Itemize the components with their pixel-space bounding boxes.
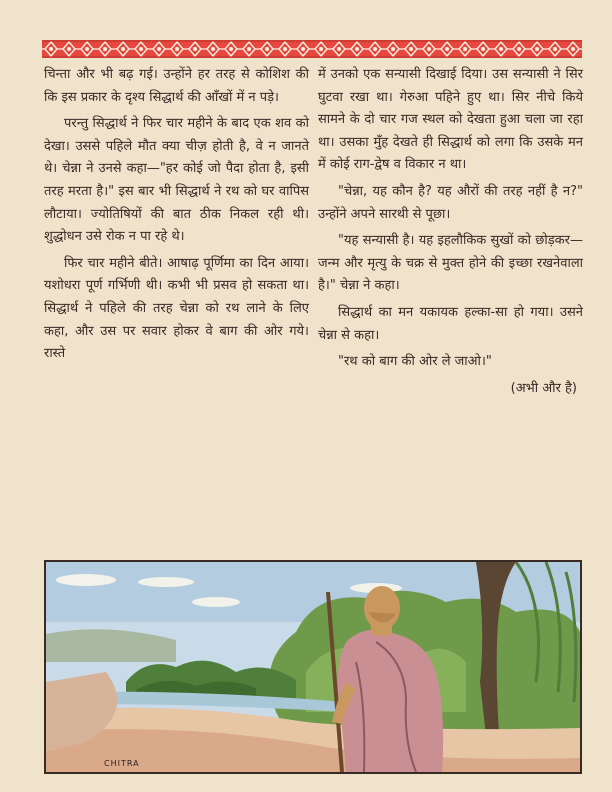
decorative-border — [42, 40, 582, 58]
paragraph: परन्तु सिद्धार्थ ने फिर चार महीने के बाद एक शव को देखा। उससे पहिले मौत क्या चीज़ होती है, वे न जानते थे। चेन्ना ने उनसे कहा—"हर कोई जो पैदा होता है, इसी तरह मरता है।" इस बार भी सिद्धार्थ ने रथ को घर वापिस लौटाया। ज्योतिषियों की बात ठीक निकल रही थी। शुद्धोधन उसे रोक न पा रहे थे। — [44, 116, 309, 245]
left-text-column — [44, 64, 309, 366]
artist-signature: CHITRA — [104, 759, 140, 768]
right-text-column — [318, 64, 583, 400]
paragraph: चिन्ता और भी बढ़ गई। उन्होंने हर तरह से कोशिश की कि इस प्रकार के दृश्य सिद्धार्थ की आँखों में न पड़े। — [44, 67, 309, 105]
monk-on-path-image — [46, 562, 580, 772]
paragraph: "रथ को बाग की ओर ले जाओ।" — [338, 354, 492, 370]
paragraph: "चेन्ना, यह कौन है? यह औरों की तरह नहीं है न?" उन्होंने अपने सारथी से पूछा। — [318, 183, 583, 222]
paragraph: सिद्धार्थ का मन यकायक हल्का-सा हो गया। उसने चेन्ना से कहा। — [318, 304, 583, 343]
paragraph: में उनको एक सन्यासी दिखाई दिया। उस सन्यासी ने सिर घुटवा रखा था। गेरुआ पहिने हुए था। सिर नीचे किये सामने के दो चार गज स्थल को देखता हुआ चला जा रहा था। उसका मुँह देखते ही सिद्धार्थ को लगा कि उसके मन में कोई राग-द्वेष व विकार न था। — [318, 67, 583, 173]
monk-illustration — [44, 560, 582, 774]
paragraph: फिर चार महीने बीते। आषाढ़ पूर्णिमा का दिन आया। यशोधरा पूर्ण गर्भिणी थी। कभी भी प्रसव हो सकता था। सिद्धार्थ ने पहिले की तरह चेन्ना को रथ लाने के लिए कहा, और उस पर सवार होकर वे बाग की ओर गये। रास्ते — [44, 255, 309, 362]
paragraph: "यह सन्यासी है। यह इहलौकिक सुखों को छोड़कर—जन्म और मृत्यु के चक्र से मुक्त होने की इच्छा रखनेवाला है।" चेन्ना ने कहा। — [318, 233, 583, 294]
to-be-continued-label: (अभी और है) — [510, 380, 577, 396]
ornament-pattern-icon — [42, 40, 582, 58]
